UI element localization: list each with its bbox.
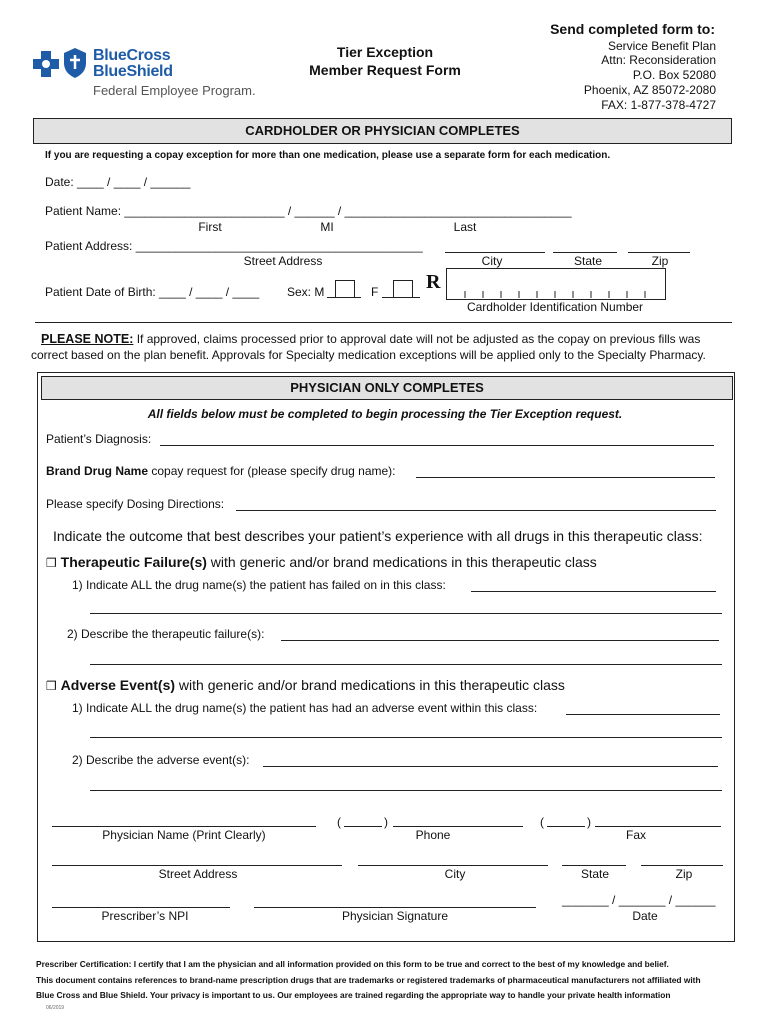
caption-last: Last xyxy=(453,220,477,234)
address-line: Service Benefit Plan xyxy=(607,39,716,53)
physician-section-title: PHYSICIAN ONLY COMPLETES xyxy=(41,376,733,400)
logo-fep: Federal Employee Program. xyxy=(93,83,256,98)
please-note-label: PLEASE NOTE: xyxy=(41,332,134,346)
sex-m-label: Sex: M xyxy=(287,285,325,299)
city-line[interactable] xyxy=(445,252,545,253)
tf-rest: with generic and/or brand medications in this therapeutic class xyxy=(206,554,597,570)
ae-q1-input-2[interactable] xyxy=(90,737,722,738)
patient-name-field[interactable]: Patient Name: ________________________ / ______ / __________________________________ xyxy=(45,204,572,218)
address-line: Attn: Reconsideration xyxy=(601,53,716,67)
caption-city: City xyxy=(481,254,503,268)
caption-first: First xyxy=(198,220,222,234)
date-field[interactable]: Date: ____ / ____ / ______ xyxy=(45,175,191,189)
cardholder-section-title: CARDHOLDER OR PHYSICIAN COMPLETES xyxy=(33,118,732,144)
dosing-input[interactable] xyxy=(236,510,716,511)
form-title-line1: Tier Exception xyxy=(336,44,434,60)
please-note xyxy=(41,332,700,346)
caption-signature: Physician Signature xyxy=(341,909,449,923)
adverse-event-option[interactable] xyxy=(46,677,565,693)
diagnosis-label: Patient’s Diagnosis: xyxy=(46,432,152,446)
logo-blueshield: BlueShield xyxy=(93,63,173,80)
ae-q1-input[interactable] xyxy=(566,714,720,715)
blue-cross-icon xyxy=(32,50,60,78)
ae-question-2: 2) Describe the adverse event(s): xyxy=(72,753,250,767)
phone-area-input[interactable] xyxy=(344,826,382,827)
npi-input[interactable] xyxy=(52,907,230,908)
tf-bold: Therapeutic Failure(s) xyxy=(60,554,207,570)
tf-q1-input-2[interactable] xyxy=(90,613,722,614)
brand-drug-input[interactable] xyxy=(416,477,715,478)
state-line[interactable] xyxy=(553,252,617,253)
brand-drug-label xyxy=(46,464,396,478)
caption-street: Street Address xyxy=(243,254,323,268)
ae-q2-input-2[interactable] xyxy=(90,790,722,791)
address-line: Phoenix, AZ 85072-2080 xyxy=(583,83,716,97)
sex-f-label: F xyxy=(371,285,379,299)
ae-q2-input[interactable] xyxy=(263,766,718,767)
caption-sig-zip: Zip xyxy=(675,867,693,881)
caption-sig-city: City xyxy=(444,867,466,881)
zip-line[interactable] xyxy=(628,252,690,253)
sig-date-input[interactable]: _______ / _______ / ______ xyxy=(562,893,716,907)
fax-paren-close: ) xyxy=(587,815,591,829)
diagnosis-input[interactable] xyxy=(160,445,714,446)
fax-paren-open: ( xyxy=(540,815,544,829)
multi-med-instruction: If you are requesting a copay exception for more than one medication, please use a separate form for each medication. xyxy=(45,150,611,161)
caption-phone: Phone xyxy=(415,828,451,842)
tf-q2-input-2[interactable] xyxy=(90,664,722,665)
ae-question-1: 1) Indicate ALL the drug name(s) the patient has had an adverse event within this class: xyxy=(72,701,538,715)
id-tick-marks xyxy=(447,269,665,299)
sex-m-checkbox[interactable] xyxy=(335,280,355,298)
signature-input[interactable] xyxy=(254,907,536,908)
tf-q1-input[interactable] xyxy=(471,591,716,592)
please-note-line2: correct based on the plan benefit. Approvals for Specialty medication exceptions will be applied only to the Specialty Pharmacy. xyxy=(31,348,706,362)
sig-street-input[interactable] xyxy=(52,865,342,866)
caption-mi: MI xyxy=(320,220,334,234)
blue-shield-icon xyxy=(63,47,87,79)
fax-input[interactable] xyxy=(595,826,721,827)
dosing-label: Please specify Dosing Directions: xyxy=(46,497,225,511)
caption-sig-state: State xyxy=(580,867,610,881)
sex-m-underline xyxy=(327,297,361,298)
ae-bold: Adverse Event(s) xyxy=(60,677,176,693)
tf-q2-input[interactable] xyxy=(281,640,719,641)
sig-state-input[interactable] xyxy=(562,865,626,866)
sex-f-underline xyxy=(382,297,420,298)
prescriber-certification: Prescriber Certification: I certify that I am the physician and all information provided on this form to be true and correct to the best of my knowledge and belief. xyxy=(36,959,669,969)
checkbox-icon[interactable]: ❒ xyxy=(46,556,57,570)
dob-field[interactable]: Patient Date of Birth: ____ / ____ / ____ xyxy=(45,285,260,299)
phone-paren-close: ) xyxy=(384,815,388,829)
therapeutic-failure-option[interactable] xyxy=(46,554,597,570)
trademark-notice: This document contains references to brand-name prescription drugs that are trademarks or registered trademarks of pharmaceutical manufacturers not affiliated with xyxy=(36,975,701,985)
privacy-notice: Blue Cross and Blue Shield. Your privacy is important to us. Our employees are trained regarding the appropriate way to handle your private health information xyxy=(36,990,671,1000)
phone-paren-open: ( xyxy=(337,815,341,829)
caption-date: Date xyxy=(632,909,658,923)
all-fields-required: All fields below must be completed to begin processing the Tier Exception request. xyxy=(147,407,623,421)
patient-address-field[interactable]: Patient Address: ___________________________________________ xyxy=(45,239,423,253)
checkbox-icon[interactable]: ❒ xyxy=(46,679,57,693)
caption-state: State xyxy=(573,254,603,268)
tf-question-1: 1) Indicate ALL the drug name(s) the patient has failed on in this class: xyxy=(72,578,446,592)
phone-input[interactable] xyxy=(393,826,523,827)
sig-city-input[interactable] xyxy=(358,865,548,866)
fax-line: FAX: 1-877-378-4727 xyxy=(601,98,716,112)
please-note-line1: If approved, claims processed prior to approval date will not be adjusted as the copay on previous fills was xyxy=(133,332,701,346)
form-code: 06/2019 xyxy=(46,1005,65,1011)
fax-area-input[interactable] xyxy=(547,826,585,827)
caption-physician-name: Physician Name (Print Clearly) xyxy=(102,828,266,842)
brand-drug-bold: Brand Drug Name xyxy=(46,464,149,478)
physician-name-input[interactable] xyxy=(52,826,316,827)
sig-zip-input[interactable] xyxy=(641,865,723,866)
tf-question-2: 2) Describe the therapeutic failure(s): xyxy=(67,627,265,641)
caption-fax: Fax xyxy=(625,828,646,842)
address-line: P.O. Box 52080 xyxy=(632,68,716,82)
brand-drug-rest: copay request for (please specify drug name): xyxy=(148,464,396,478)
section-divider xyxy=(35,322,732,323)
logo-bluecross: BlueCross xyxy=(93,47,171,64)
id-prefix-r: R xyxy=(426,271,441,293)
caption-zip: Zip xyxy=(651,254,669,268)
form-title-line2: Member Request Form xyxy=(309,62,461,78)
outcome-prompt: Indicate the outcome that best describes your patient’s experience with all drugs in this therapeutic class: xyxy=(53,528,703,544)
caption-npi: Prescriber’s NPI xyxy=(101,909,189,923)
sex-f-checkbox[interactable] xyxy=(393,280,413,298)
cardholder-id-caption: Cardholder Identification Number xyxy=(466,300,644,314)
physician-section-frame xyxy=(37,372,735,942)
ae-rest: with generic and/or brand medications in this therapeutic class xyxy=(175,677,565,693)
caption-sig-street: Street Address xyxy=(158,867,238,881)
send-to-label: Send completed form to: xyxy=(550,21,715,37)
